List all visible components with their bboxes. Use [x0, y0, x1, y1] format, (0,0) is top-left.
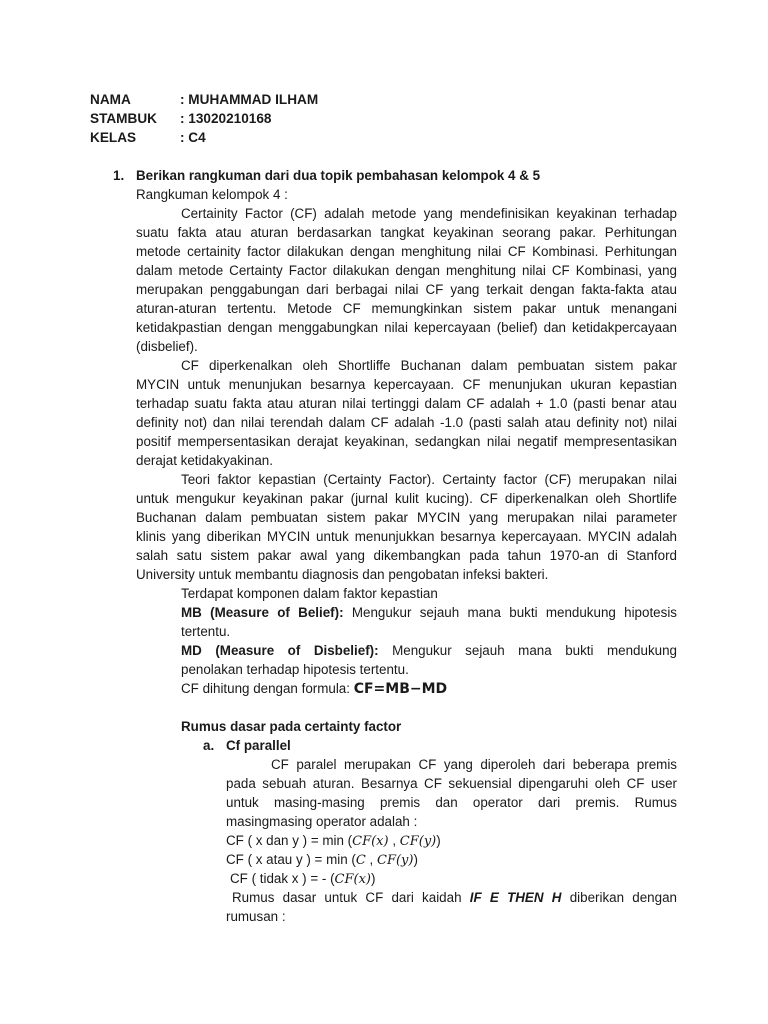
kelas-value: : C4 [180, 130, 206, 145]
md-text-cont: penolakan terhadap hipotesis tertentu. [181, 662, 409, 677]
math-cf-x: CF(x) [334, 872, 371, 887]
final-line-cont: rumusan : [226, 909, 286, 924]
components-intro: Terdapat komponen dalam faktor kepastian [181, 586, 438, 601]
p1-line: suatu fakta atau aturan berdasarkan tangkat keyakinan seorang pakar. Perhitungan [136, 225, 677, 240]
formula-or [226, 850, 418, 870]
p3-line: Buchanan dalam pembuatan sistem pakar MYCIN yang merupakan nilai parameter [136, 510, 677, 525]
formula-not-prefix: CF ( tidak x ) = - ( [230, 871, 335, 886]
nama-label: NAMA [90, 92, 131, 107]
parallel-line: pada sebuah aturan. Besarnya CF sekuensial dipengaruhi oleh CF user [226, 776, 677, 791]
formula-and [226, 831, 441, 851]
p3-line: Teori faktor kepastian (Certainty Factor). Certainty factor (CF) merupakan nilai [181, 472, 677, 487]
md-definition [181, 641, 677, 660]
question-number: 1. [113, 168, 125, 183]
final-prefix: Rumus dasar untuk CF dari kaidah [232, 890, 462, 905]
if-then-rule: IF E THEN H [469, 890, 562, 905]
mb-text-cont: tertentu. [181, 624, 231, 639]
cf-formula: CF=MB−MD [353, 681, 448, 697]
md-text: Mengukur sejauh mana bukti mendukung [392, 643, 677, 658]
p2-line: definity not) dan nilai terendah dalam CF adalah -1.0 (pasti salah atau definity not) nilai [136, 415, 677, 430]
math-cf-y: CF(y) [399, 834, 437, 849]
math-cf-x: CF(x) [352, 834, 389, 849]
p1-line: merupakan penggabungan dari berbagai nilai CF yang terkait dengan fakta-fakta atau [136, 282, 677, 297]
header-kelas [90, 130, 206, 145]
math-cf-y: CF(y) [377, 853, 414, 868]
formula-intro: CF dihitung dengan formula: [181, 681, 350, 696]
formula-and-prefix: CF ( x dan y ) = min ( [226, 833, 353, 848]
p2-line: terhadap suatu fakta atau aturan nilai tertinggi dalam CF adalah + 1.0 (pasti benar atau [136, 396, 677, 411]
formula-and-suffix: ) [436, 833, 441, 848]
parallel-line: CF paralel merupakan CF yang diperoleh dari beberapa premis [271, 757, 677, 772]
p1-line: metode certainity factor dilakukan dengan menghitung nilai CF Kombinasi. Perhitungan [136, 244, 677, 259]
final-suffix: diberikan dengan [569, 890, 677, 905]
p1-line: Certainity Factor (CF) adalah metode yang mendefinisikan keyakinan terhadap [181, 206, 677, 221]
mb-definition [181, 603, 677, 622]
stambuk-label: STAMBUK [90, 111, 157, 126]
parallel-line: untuk masing-masing premis dan operator dari premis. Rumus [226, 795, 677, 810]
sub-a-title: Cf parallel [226, 738, 291, 753]
header-nama [90, 92, 318, 107]
formula-or-prefix: CF ( x atau y ) = min ( [226, 852, 356, 867]
formula-sep: , [369, 852, 374, 867]
formula-sep: , [392, 833, 397, 848]
question-text: Berikan rangkuman dari dua topik pembahasan kelompok 4 & 5 [136, 168, 541, 183]
nama-value: : MUHAMMAD ILHAM [180, 92, 319, 107]
p2-line: derajat ketidakyakinan. [136, 453, 273, 468]
p2-line: MYCIN untuk menunjukan besarnya kepercayaan. CF menunjukan ukuran kepastian [136, 377, 677, 392]
math-c: C [355, 853, 366, 868]
p3-line: salah satu sistem pakar awal yang dikembangkan pada tahun 1970-an di Stanford [136, 548, 677, 563]
header-stambuk [90, 111, 271, 126]
p3-line: klinis yang diberikan MYCIN untuk menunjukkan besarnya kepercayaan. MYCIN adalah [136, 529, 677, 544]
rumus-title: Rumus dasar pada certainty factor [181, 719, 402, 734]
p2-line: CF diperkenalkan oleh Shortliffe Buchanan dalam pembuatan sistem pakar [181, 358, 677, 373]
md-term: MD (Measure of Disbelief): [181, 643, 379, 658]
final-line [232, 888, 677, 907]
stambuk-value: : 13020210168 [180, 111, 272, 126]
parallel-line: masingmasing operator adalah : [226, 814, 418, 829]
mb-text: Mengukur sejauh mana bukti mendukung hipotesis [351, 605, 677, 620]
formula-not [230, 869, 375, 889]
formula-line [181, 679, 447, 699]
sub-a-marker: a. [203, 738, 215, 753]
summary-title: Rangkuman kelompok 4 : [136, 187, 288, 202]
formula-or-suffix: ) [413, 852, 418, 867]
p1-line: (disbelief). [136, 339, 198, 354]
p3-line: University untuk membantu diagnosis dan pengobatan infeksi bakteri. [136, 567, 549, 582]
p1-line: aturan-aturan tertentu. Metode CF memungkinkan sistem pakar untuk menangani [136, 301, 677, 316]
kelas-label: KELAS [90, 130, 137, 145]
p2-line: positif mempersentasikan derajat keyakinan, sedangkan nilai negatif mempresentasikan [136, 434, 677, 449]
mb-term: MB (Measure of Belief): [181, 605, 344, 620]
formula-not-suffix: ) [370, 871, 376, 886]
p3-line: untuk mengukur keyakinan pakar (jurnal kulit kucing). CF diperkenalkan oleh Shortlife [136, 491, 677, 506]
p1-line: ketidakpastian dengan menggabungkan nilai kepercayaan (belief) dan ketidakpercayaan [136, 320, 677, 335]
p1-line: dalam metode Certainty Factor dilakukan dengan menghitung nilai CF Kombinasi, yang [136, 263, 677, 278]
